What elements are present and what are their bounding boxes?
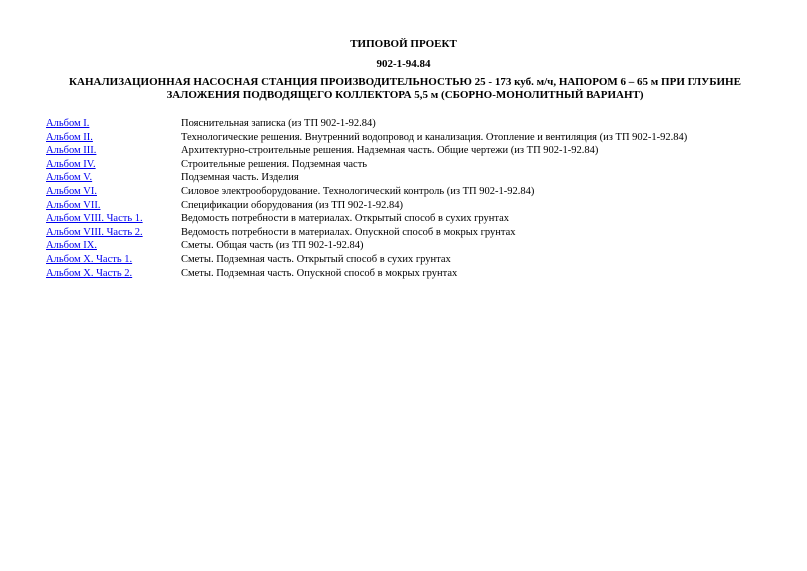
album-description: Ведомость потребности в материалах. Открытый способ в сухих грунтах xyxy=(181,213,510,225)
album-row xyxy=(46,212,776,226)
album-link-7[interactable]: Альбом VII. xyxy=(46,199,101,211)
album-description: Технологические решения. Внутренний водопровод и канализация. Отопление и вентиляция (из ТП 902-1-92.84) xyxy=(181,131,688,143)
album-row xyxy=(46,199,776,213)
album-row xyxy=(46,267,776,281)
album-row xyxy=(46,144,776,158)
album-link-11[interactable]: Альбом X. Часть 1. xyxy=(46,253,133,265)
project-description: КАНАЛИЗАЦИОННАЯ НАСОСНАЯ СТАНЦИЯ ПРОИЗВОДИТЕЛЬНОСТЬЮ 25 - 173 куб. м/ч, НАПОРОМ 6 – 65 м ПРИ ГЛУБИНЕ ЗАЛОЖЕНИЯ ПОДВОДЯЩЕГО КОЛЛЕКТОРА 5,5 м (СБОРНО-МОНОЛИТНЫЙ ВАРИАНТ) xyxy=(69,76,741,101)
project-code: 902-1-94.84 xyxy=(376,58,431,70)
album-description: Спецификации оборудования (из ТП 902-1-92.84) xyxy=(181,199,403,211)
album-link-4[interactable]: Альбом IV. xyxy=(46,158,96,170)
album-row xyxy=(46,226,776,240)
album-description: Сметы. Подземная часть. Открытый способ в сухих грунтах xyxy=(181,253,451,265)
album-description: Строительные решения. Подземная часть xyxy=(181,158,368,170)
album-link-9[interactable]: Альбом VIII. Часть 2. xyxy=(46,226,143,238)
album-link-12[interactable]: Альбом X. Часть 2. xyxy=(46,267,133,279)
album-link-3[interactable]: Альбом III. xyxy=(46,145,97,157)
album-description: Сметы. Общая часть (из ТП 902-1-92.84) xyxy=(181,240,364,252)
album-row xyxy=(46,131,776,145)
album-row xyxy=(46,117,776,131)
album-link-8[interactable]: Альбом VIII. Часть 1. xyxy=(46,213,143,225)
album-description: Подземная часть. Изделия xyxy=(181,172,299,184)
album-row xyxy=(46,171,776,185)
album-row xyxy=(46,253,776,267)
album-link-1[interactable]: Альбом I. xyxy=(46,118,90,129)
album-description: Ведомость потребности в материалах. Опускной способ в мокрых грунтах xyxy=(181,226,516,238)
album-link-6[interactable]: Альбом VI. xyxy=(46,185,97,197)
album-description: Пояснительная записка (из ТП 902-1-92.84) xyxy=(181,118,376,129)
album-description: Силовое электрооборудование. Технологический контроль (из ТП 902-1-92.84) xyxy=(181,185,535,197)
album-link-5[interactable]: Альбом V. xyxy=(46,172,93,184)
album-description: Архитектурно-строительные решения. Надземная часть. Общие чертежи (из ТП 902-1-92.84) xyxy=(181,145,599,157)
album-description: Сметы. Подземная часть. Опускной способ в мокрых грунтах xyxy=(181,267,458,279)
document-title: ТИПОВОЙ ПРОЕКТ xyxy=(350,38,457,50)
album-row xyxy=(46,185,776,199)
album-link-10[interactable]: Альбом IX. xyxy=(46,240,97,252)
album-row xyxy=(46,158,776,172)
album-list xyxy=(46,117,776,280)
album-row xyxy=(46,239,776,253)
album-link-2[interactable]: Альбом II. xyxy=(46,131,93,143)
